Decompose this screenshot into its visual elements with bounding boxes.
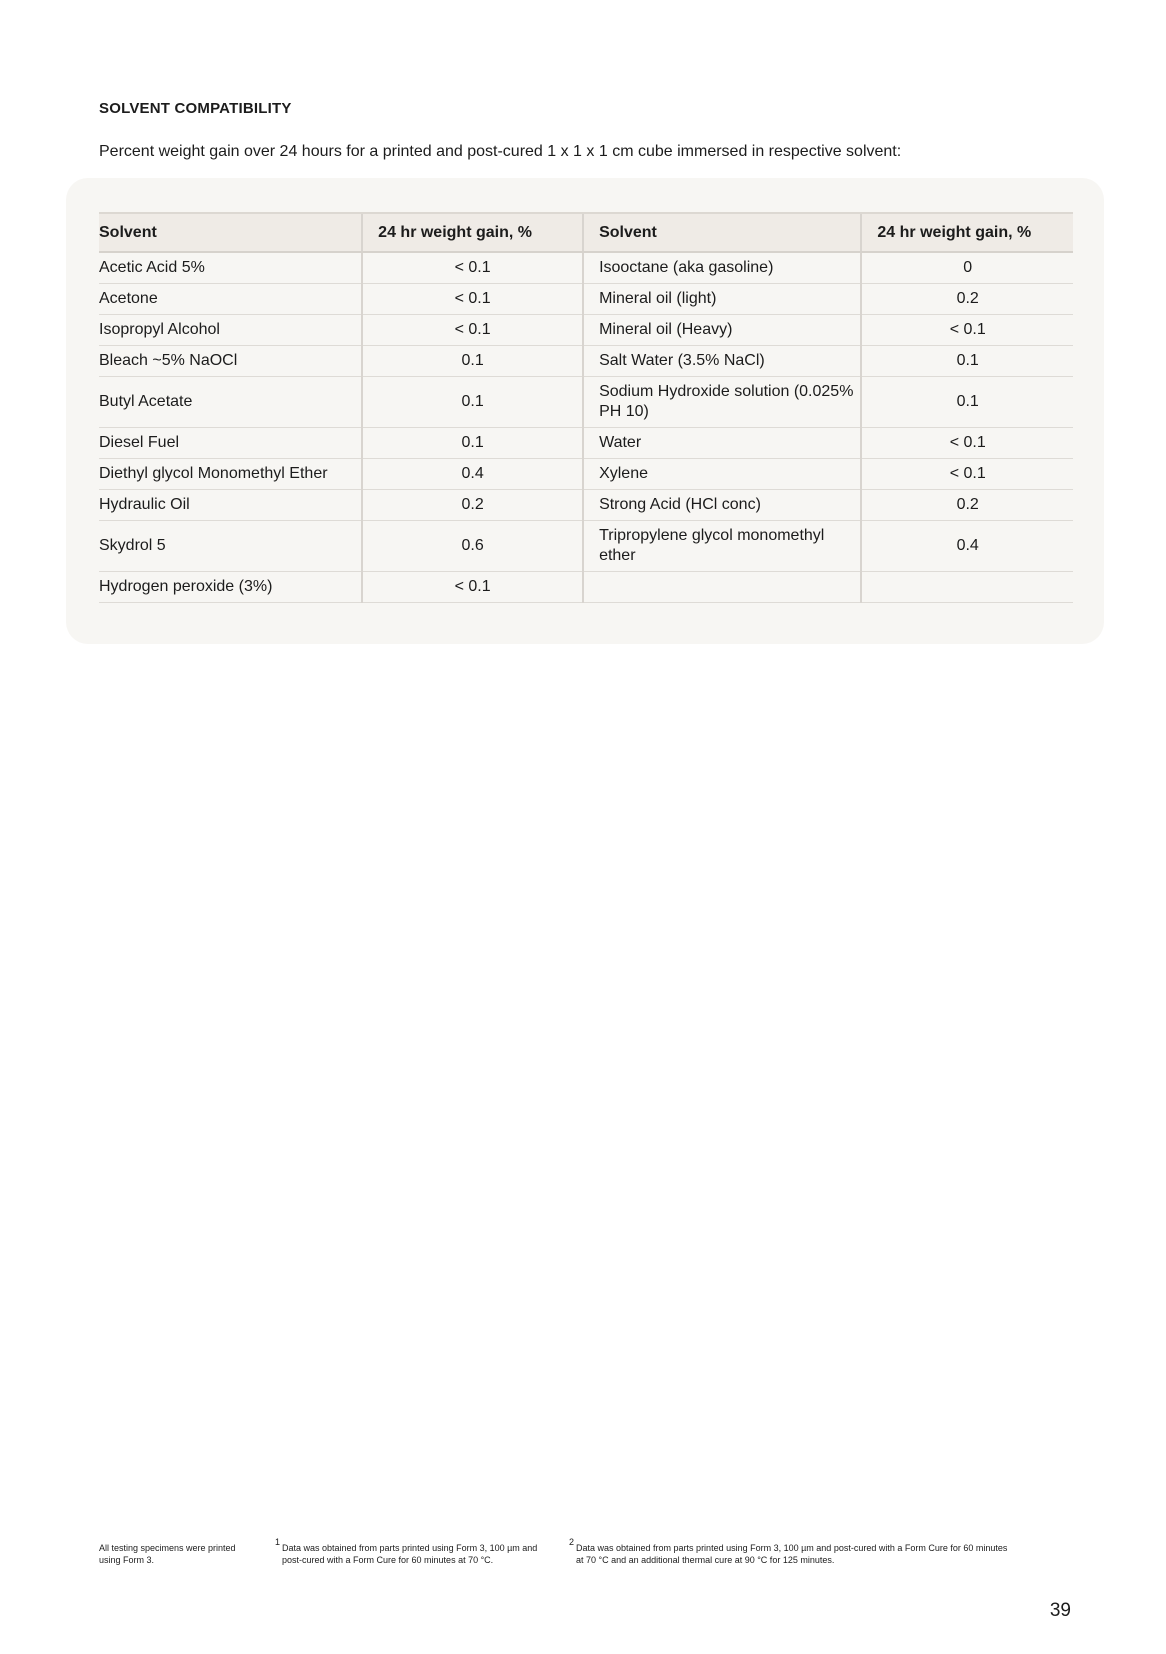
footnote-1	[275, 1537, 552, 1566]
solvent-cell: Strong Acid (HCl conc)	[583, 490, 861, 521]
table-row	[99, 284, 1073, 315]
column-header-weight-gain: 24 hr weight gain, %	[362, 213, 583, 252]
column-header-solvent: Solvent	[99, 213, 362, 252]
weight-gain-cell: 0.1	[861, 346, 1073, 377]
solvent-cell: Isooctane (aka gasoline)	[583, 252, 861, 284]
weight-gain-cell: < 0.1	[861, 459, 1073, 490]
column-header-solvent-2: Solvent	[583, 213, 861, 252]
weight-gain-cell: 0.4	[362, 459, 583, 490]
weight-gain-cell: < 0.1	[362, 572, 583, 603]
solvent-cell: Tripropylene glycol monomethyl ether	[583, 521, 861, 572]
solvent-cell: Acetic Acid 5%	[99, 252, 362, 284]
footnote-1-marker: 1	[275, 1537, 281, 1547]
footnote-general: All testing specimens were printed using Form 3.	[99, 1543, 236, 1565]
table-row	[99, 428, 1073, 459]
solvent-cell: Isopropyl Alcohol	[99, 315, 362, 346]
weight-gain-cell: 0.4	[861, 521, 1073, 572]
weight-gain-cell	[861, 572, 1073, 603]
solvent-cell: Hydrogen peroxide (3%)	[99, 572, 362, 603]
page-number: 39	[1049, 1600, 1071, 1621]
solvent-cell: Diesel Fuel	[99, 428, 362, 459]
column-header-weight-gain-2: 24 hr weight gain, %	[861, 213, 1073, 252]
solvent-cell: Sodium Hydroxide solution (0.025% PH 10)	[583, 377, 861, 428]
table-header-row	[99, 213, 1073, 252]
footnote-2	[569, 1537, 1016, 1566]
solvent-cell: Acetone	[99, 284, 362, 315]
table-row	[99, 377, 1073, 428]
weight-gain-cell: 0.2	[861, 490, 1073, 521]
solvent-cell: Salt Water (3.5% NaCl)	[583, 346, 861, 377]
weight-gain-cell: < 0.1	[861, 315, 1073, 346]
weight-gain-cell: 0.6	[362, 521, 583, 572]
table-row	[99, 315, 1073, 346]
solvent-cell	[583, 572, 861, 603]
intro-text: Percent weight gain over 24 hours for a printed and post-cured 1 x 1 x 1 cm cube immersed in respective solvent:	[99, 143, 902, 160]
solvent-cell: Mineral oil (light)	[583, 284, 861, 315]
weight-gain-cell: 0.1	[861, 377, 1073, 428]
weight-gain-cell: 0	[861, 252, 1073, 284]
table-row	[99, 459, 1073, 490]
footnote-1-text: Data was obtained from parts printed using Form 3, 100 µm and post-cured with a Form Cure for 60 minutes at 70 °C.	[282, 1543, 538, 1565]
solvent-cell: Butyl Acetate	[99, 377, 362, 428]
table-row	[99, 521, 1073, 572]
table-row	[99, 252, 1073, 284]
weight-gain-cell: < 0.1	[362, 284, 583, 315]
solvent-cell: Xylene	[583, 459, 861, 490]
weight-gain-cell: 0.1	[362, 377, 583, 428]
table-row	[99, 490, 1073, 521]
weight-gain-cell: 0.1	[362, 346, 583, 377]
table-row	[99, 572, 1073, 603]
weight-gain-cell: < 0.1	[362, 252, 583, 284]
solvent-table	[99, 212, 1073, 603]
weight-gain-cell: < 0.1	[362, 315, 583, 346]
solvent-cell: Water	[583, 428, 861, 459]
weight-gain-cell: 0.2	[362, 490, 583, 521]
weight-gain-cell: < 0.1	[861, 428, 1073, 459]
footnote-2-marker: 2	[569, 1537, 575, 1547]
section-heading: SOLVENT COMPATIBILITY	[99, 100, 292, 117]
weight-gain-cell: 0.2	[861, 284, 1073, 315]
footnote-2-text: Data was obtained from parts printed using Form 3, 100 µm and post-cured with a Form Cure for 60 minutes at 70 °C and an additional thermal cure at 90 °C for 125 minutes.	[576, 1543, 1008, 1565]
weight-gain-cell: 0.1	[362, 428, 583, 459]
solvent-cell: Skydrol 5	[99, 521, 362, 572]
solvent-cell: Diethyl glycol Monomethyl Ether	[99, 459, 362, 490]
solvent-cell: Bleach ~5% NaOCl	[99, 346, 362, 377]
solvent-cell: Mineral oil (Heavy)	[583, 315, 861, 346]
table-row	[99, 346, 1073, 377]
solvent-cell: Hydraulic Oil	[99, 490, 362, 521]
